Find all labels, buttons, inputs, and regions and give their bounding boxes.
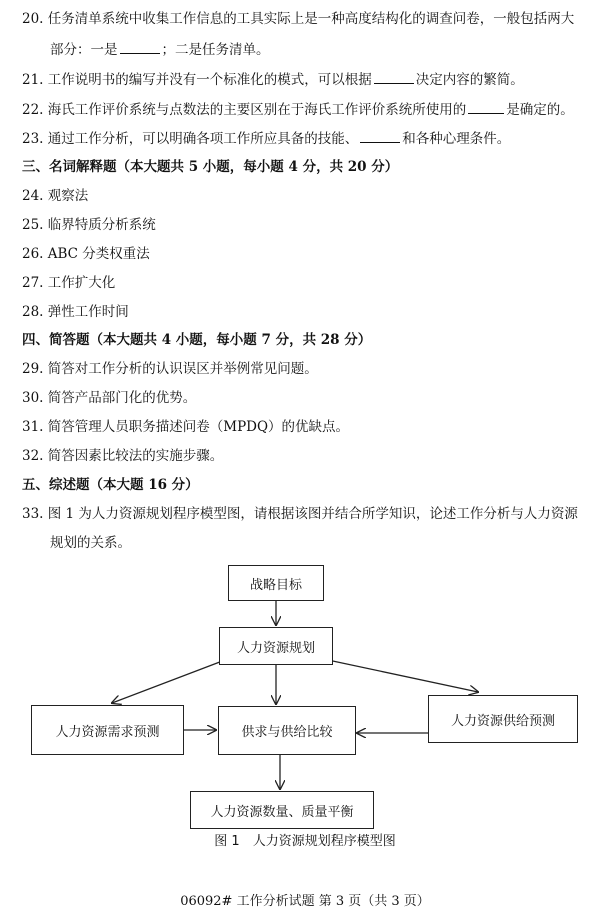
- section-3-heading: 三、名词解释题（本大题共 5 小题，每小题 4 分，共 20 分）: [22, 159, 399, 175]
- question-21: [22, 70, 592, 89]
- question-20-text-pre: 部分：一是: [50, 42, 118, 58]
- question-22: [22, 100, 592, 119]
- question-27: 27. 工作扩大化: [22, 275, 116, 291]
- arrow-planning-to-supply: [328, 660, 478, 692]
- question-32: 32. 简答因素比较法的实施步骤。: [22, 448, 224, 464]
- question-30: 30. 简答产品部门化的优势。: [22, 390, 197, 406]
- question-33-line1: 33. 图 1 为人力资源规划程序模型图，请根据该图并结合所学知识，论述工作分析与人力资源: [22, 506, 578, 522]
- question-29: 29. 简答对工作分析的认识误区并举例常见问题。: [22, 361, 318, 377]
- question-24: 24. 观察法: [22, 188, 89, 204]
- box-supply-demand-comparison: [218, 706, 356, 755]
- question-20-line2: [50, 40, 592, 59]
- question-22-text-pre: 22. 海氏工作评价系统与点数法的主要区别在于海氏工作评价系统所使用的: [22, 102, 467, 118]
- question-33-line2: 规划的关系。: [50, 535, 131, 551]
- question-21-text-pre: 21. 工作说明书的编写并没有一个标准化的模式，可以根据: [22, 72, 372, 88]
- box-strategic-goals: [228, 565, 324, 601]
- box-supply-forecast: [428, 695, 578, 743]
- question-23-text-pre: 23. 通过工作分析，可以明确各项工作所应具备的技能、: [22, 131, 359, 147]
- box-supply-forecast-label: 人力资源供给预测: [450, 713, 555, 729]
- section-5-heading: 五、综述题（本大题 16 分）: [22, 477, 199, 493]
- question-31: 31. 简答管理人员职务描述问卷（MPDQ）的优缺点。: [22, 419, 350, 435]
- box-quantity-quality-balance-label: 人力资源数量、质量平衡: [210, 804, 354, 820]
- box-supply-demand-comparison-label: 供求与供给比较: [241, 725, 333, 740]
- question-20-line1: [22, 10, 592, 28]
- answer-blank: [374, 70, 414, 84]
- answer-blank: [360, 129, 400, 143]
- question-20-text-post: ；二是任务清单。: [161, 42, 270, 58]
- section-4-heading: 四、简答题（本大题共 4 小题，每小题 7 分，共 28 分）: [22, 332, 372, 348]
- figure-caption: 图 1 人力资源规划程序模型图: [214, 834, 396, 849]
- question-23: [22, 129, 592, 148]
- box-hr-planning: [219, 627, 333, 665]
- question-28: 28. 弹性工作时间: [22, 304, 129, 320]
- question-25: 25. 临界特质分析系统: [22, 217, 156, 233]
- answer-blank: [468, 100, 504, 114]
- question-26: 26. ABC 分类权重法: [22, 246, 150, 262]
- hr-planning-flow-diagram: [0, 555, 610, 855]
- answer-blank: [120, 40, 160, 54]
- box-quantity-quality-balance: [190, 791, 374, 829]
- box-demand-forecast-label: 人力资源需求预测: [55, 724, 160, 740]
- box-hr-planning-label: 人力资源规划: [236, 640, 315, 656]
- question-20-text: 20. 任务清单系统中收集工作信息的工具实际上是一种高度结构化的调查问卷，一般包括两大: [22, 11, 575, 27]
- question-23-text-post: 和各种心理条件。: [402, 131, 511, 147]
- question-21-text-post: 决定内容的繁简。: [415, 72, 524, 88]
- question-22-text-post: 是确定的。: [506, 102, 574, 118]
- page-footer: 06092# 工作分析试题 第 3 页（共 3 页）: [180, 894, 430, 909]
- box-strategic-goals-label: 战略目标: [249, 577, 302, 593]
- box-demand-forecast: [31, 705, 184, 755]
- arrow-planning-to-demand: [112, 660, 225, 703]
